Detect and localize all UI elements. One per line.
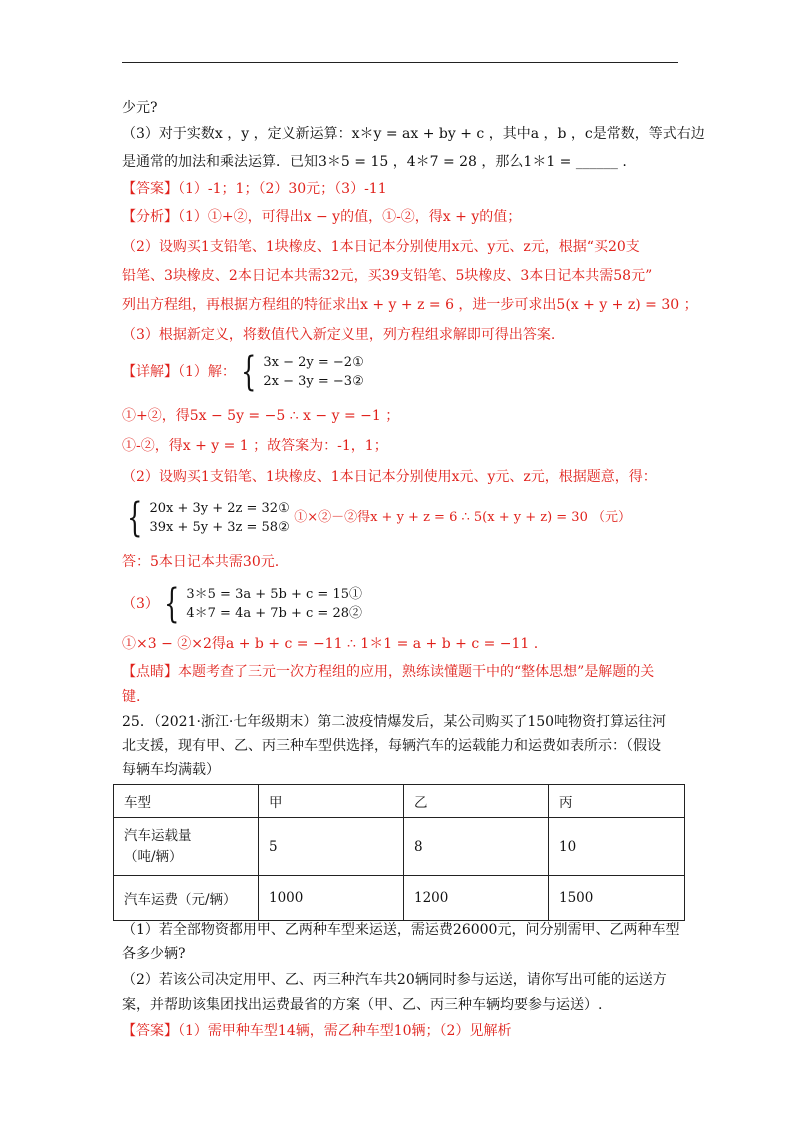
detail-label: 【详解】（1）解： [122, 364, 236, 380]
table-cell: 1500 [549, 876, 685, 921]
equation: 3x − 2y = −2① [263, 355, 364, 370]
equation: 20x + 3y + 2z = 32① [149, 501, 290, 516]
table-cell: 甲 [259, 785, 404, 818]
equation: 4＊7 = 4a + 7b + c = 28② [186, 606, 362, 621]
table-cell: 10 [549, 818, 685, 876]
header-rule [122, 62, 678, 63]
table-cell: 5 [259, 818, 404, 876]
table-row [114, 785, 685, 818]
question-line: 各多少辆? [122, 946, 186, 962]
table-cell: 乙 [404, 785, 549, 818]
question-line: （1）若全部物资都用甲、乙两种车型来运送，需运费26000元，问分别需甲、乙两种车型 [122, 922, 680, 938]
table-cell: 车型 [114, 785, 259, 818]
table-cell: 8 [404, 818, 549, 876]
note-line: 键. [122, 689, 141, 705]
detail-line: ①+②，得5x − 5y = −5 ∴ x − y = −1 ； [122, 408, 400, 424]
analysis-line: 列出方程组，再根据方程组的特征求出x + y + z = 6 ，进一步可求出5(x + y + z) = 30 ； [122, 297, 698, 313]
table-row [114, 818, 685, 876]
conclusion-line: 答：5本日记本共需30元. [122, 554, 280, 570]
table-cell: 1000 [259, 876, 404, 921]
analysis-line: 铅笔、3块橡皮、2本日记本共需32元，买39支铅笔、5块橡皮、3本日记本共需58元” [122, 268, 653, 284]
note-line: 【点睛】本题考查了三元一次方程组的应用，熟练读懂题干中的“整体思想”是解题的关 [122, 664, 655, 680]
detail-line: （2）设购买1支铅笔、1块橡皮、1本日记本分别使用x元、y元、z元，根据题意，得： [122, 469, 657, 485]
brace-symbol: { [127, 495, 143, 541]
question-line: 25．（2021·浙江·七年级期末）第二波疫情爆发后，某公司购买了150吨物资打算运往河 [122, 714, 667, 730]
text-line: （3）对于实数x ，y ，定义新运算：x＊y = ax + by + c ，其中a ，b ，c是常数，等式右边 [122, 126, 705, 142]
equation: 2x − 3y = −3② [263, 374, 364, 389]
brace-symbol: { [241, 349, 257, 395]
part-label: （3） [122, 596, 159, 612]
equation-system-1 [263, 353, 363, 391]
analysis-line: 【分析】（1）①+②，可得出x − y的值，①-②，得x + y的值； [122, 209, 522, 225]
table-cell: 丙 [549, 785, 685, 818]
analysis-line: （3）根据新定义，将数值代入新定义里，列方程组求解即可得出答案. [122, 327, 556, 343]
detail-block-3 [122, 582, 680, 626]
analysis-line: （2）设购买1支铅笔、1块橡皮、1本日记本分别使用x元、y元、z元，根据“买20支 [122, 239, 640, 255]
detail-line: ①-②，得x + y = 1 ；故答案为：-1，1； [122, 438, 388, 454]
equation: 3＊5 = 3a + 5b + c = 15① [186, 587, 362, 602]
table-row [114, 876, 685, 921]
equation-system-2 [149, 499, 289, 537]
table-cell [114, 818, 259, 876]
question-line: （2）若该公司决定用甲、乙、丙三种汽车共20辆同时参与运送，请你写出可能的运送方 [122, 972, 667, 988]
equation-system-3 [186, 585, 362, 623]
question-line: 北支援，现有甲、乙、丙三种车型供选择，每辆汽车的运载能力和运费如表所示：（假设 [122, 738, 661, 754]
row-label: 汽车运载量 [124, 827, 192, 844]
text-line: 少元? [122, 100, 158, 116]
question-line: 案，并帮助该集团找出运费最省的方案（甲、乙、丙三种车辆均要参与运送）. [122, 997, 603, 1013]
transport-table [113, 784, 685, 921]
text-line: 是通常的加法和乘法运算．已知3＊5 = 15 ，4＊7 = 28 ，那么1＊1 = ______ . [122, 154, 627, 170]
row-label-unit: （吨/辆） [124, 848, 183, 865]
system-result: ①×②－②得x + y + z = 6 ∴ 5(x + y + z) = 30 （元） [294, 510, 631, 525]
detail-block-1 [122, 350, 680, 394]
table-cell: 汽车运费（元/辆） [114, 876, 259, 921]
equation: 39x + 5y + 3z = 58② [149, 520, 290, 535]
table-cell: 1200 [404, 876, 549, 921]
detail-block-2 [122, 496, 680, 540]
brace-symbol: { [164, 581, 180, 627]
question-line: 每辆车均满载） [122, 762, 220, 778]
detail-line: ①×3 − ②×2得a + b + c = −11 ∴ 1＊1 = a + b + c = −11 . [122, 636, 539, 652]
answer-line: 【答案】（1）-1；1；（2）30元；（3）-11 [122, 181, 387, 197]
answer-line: 【答案】（1）需甲种车型14辆，需乙种车型10辆；（2）见解析 [122, 1023, 512, 1039]
